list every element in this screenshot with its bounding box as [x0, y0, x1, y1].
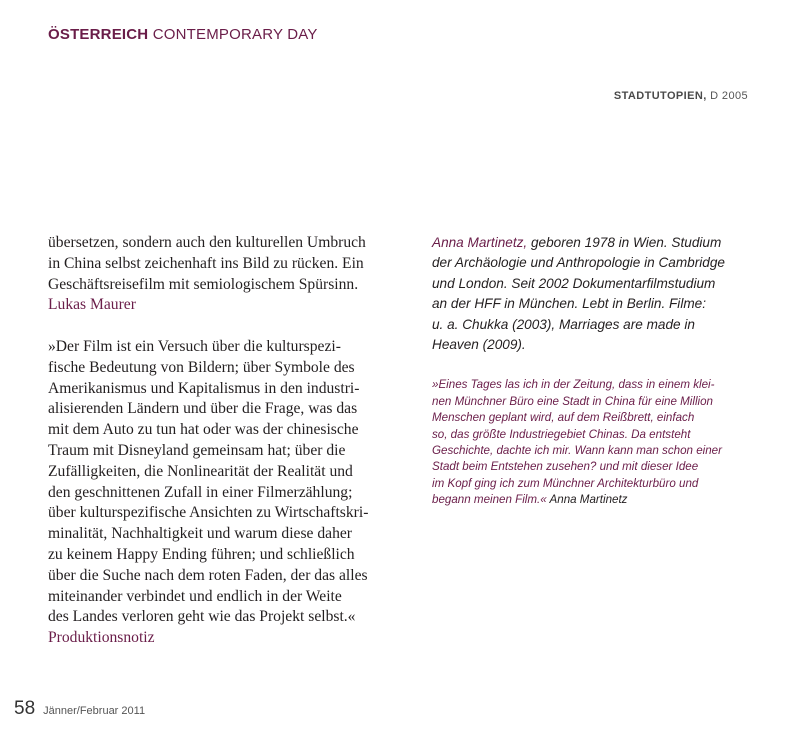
- review-column: [48, 233, 400, 670]
- note-line: Traum mit Disneyland gemeinsam hat; über die: [48, 441, 346, 459]
- note-line: zu keinem Happy Ending führen; und schließlich: [48, 545, 355, 563]
- note-line: miteinander verbindet und endlich in der Weite: [48, 587, 342, 605]
- director-name: Anna Martinetz,: [432, 235, 528, 250]
- bio-line: geboren 1978 in Wien. Studium: [527, 235, 722, 250]
- note-line: Amerikanismus und Kapitalismus in den industri-: [48, 379, 360, 397]
- note-line: mit dem Auto zu tun hat oder was der chinesische: [48, 421, 359, 439]
- review-block: [48, 233, 400, 316]
- film-title: STADTUTOPIEN,: [613, 90, 707, 102]
- director-bio: [432, 233, 772, 355]
- review-line: in China selbst zeichenhaft ins Bild zu rücken. Ein: [48, 254, 364, 272]
- page-number: 58: [14, 698, 36, 719]
- bio-line: und London. Seit 2002 Dokumentarfilmstudium: [432, 275, 716, 291]
- note-line: minalität, Nachhaltigkeit und warum diese daher: [48, 525, 352, 543]
- quote-line: Stadt beim Entstehen zusehen? und mit dieser Idee: [432, 460, 699, 474]
- note-line: über die Suche nach dem roten Faden, der das alles: [48, 566, 368, 584]
- bio-line: an der HFF in München. Lebt in Berlin. Filme:: [432, 296, 707, 312]
- note-line: alisierenden Ländern und über die Frage, was das: [48, 400, 358, 418]
- page-footer: [14, 698, 145, 720]
- note-line: des Landes verloren geht wie das Projekt selbst.«: [48, 608, 356, 626]
- bio-column: [432, 233, 772, 509]
- quote-line: begann meinen Film.«: [432, 493, 547, 507]
- issue-date: Jänner/Februar 2011: [43, 705, 146, 717]
- film-reference: [614, 90, 748, 102]
- bio-line: der Archäologie und Anthropologie in Cambridge: [432, 255, 725, 271]
- quote-line: so, das größte Industriegebiet Chinas. Da entsteht: [432, 427, 691, 441]
- quote-line: im Kopf ging ich zum Münchner Architekturbüro und: [432, 476, 699, 490]
- note-line: fische Bedeutung von Bildern; über Symbole des: [48, 358, 355, 376]
- note-line: »Der Film ist ein Versuch über die kulturspezi-: [48, 337, 341, 355]
- note-line: Zufälligkeiten, die Nonlinearität der Realität und: [48, 462, 353, 480]
- quote-line: »Eines Tages las ich in der Zeitung, dass in einem klei-: [432, 378, 715, 392]
- note-source: Produktionsnotiz: [48, 629, 155, 647]
- review-line: übersetzen, sondern auch den kulturellen Umbruch: [48, 234, 366, 251]
- quote-line: nen Münchner Büro eine Stadt in China für eine Million: [432, 394, 713, 408]
- section-header: [48, 26, 318, 43]
- bio-line: Heaven (2009).: [432, 337, 526, 353]
- quote-line: Menschen geplant wird, auf dem Reißbrett, einfach: [432, 411, 695, 425]
- bio-line: u. a. Chukka (2003), Marriages are made in: [432, 316, 695, 332]
- note-line: den geschnittenen Zufall in einer Filmerzählung;: [48, 483, 353, 501]
- section-country: ÖSTERREICH: [48, 26, 149, 43]
- film-meta: D 2005: [706, 90, 748, 102]
- director-quote: [432, 377, 772, 508]
- note-line: über kulturspezifische Ansichten zu Wirtschaftskri-: [48, 504, 369, 522]
- section-title: CONTEMPORARY DAY: [148, 26, 318, 43]
- quote-author: Anna Martinetz: [546, 493, 628, 507]
- quote-line: Geschichte, dachte ich mir. Wann kann man schon einer: [432, 444, 722, 458]
- production-note-block: [48, 337, 400, 649]
- review-line: Geschäftsreisefilm mit semiologischem Spürsinn.: [48, 275, 359, 293]
- review-author: Lukas Maurer: [48, 296, 136, 314]
